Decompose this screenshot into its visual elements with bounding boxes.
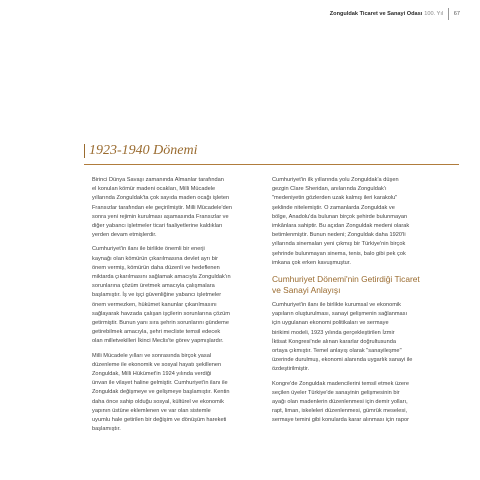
header-divider [448,8,449,20]
text-line: İktisat Kongresi'nde alınan kararlar doğrultusunda [272,338,396,345]
text-line: sermaye temini gibi konularda karar alınması için rapor [272,417,409,424]
text-line: yapıların oluşturulması, sanayi gelişmenin sağlanması [272,311,408,318]
text-line: ayağı olan madenlerin düzenlenmesi için demir yolları, [272,399,408,406]
text-line: Milli Mücadele yılları ve sonrasında birçok yasal [92,352,212,359]
text-line: getirebilmek amacıyla, şehri mecliste temsil edecek [92,329,221,336]
text-line: Cumhuriyet'in ilk yıllarında yolu Zonguldak'a düşen [272,177,399,183]
paragraph [272,301,432,375]
text-line: şehrinde bulunmayan sinema, tenis, balo gibi pek çok [272,250,406,257]
right-column [272,176,432,431]
paragraph [272,176,432,268]
text-line: Cumhuriyet'in ilanı ile birlikte kurumsal ve ekonomik [272,302,401,309]
header-years: 100. Yıl [424,11,444,17]
text-line: önem vermiş, kömürün daha düzenli ve hedeflenen [92,264,220,271]
text-line: getirmiştir. Bunun yanı sıra şehrin sorunlarını gündeme [92,320,229,327]
text-line: "medeniyetin gözlerden uzak kalmış ileri karakolu" [272,195,398,202]
text-line: yıllarında sinemaları yeni çıkmış bir Türkiye'nin birçok [272,241,406,248]
text-line: imkânlara sahiptir. Bu açıdan Zonguldak medeni olarak [272,223,410,230]
text-line: için uygulanan ekonomi politikaları ve sermaye [272,320,389,327]
text-line: daha önce sahip olduğu sosyal, kültürel ve ekonomik [92,398,224,405]
text-line: Zonguldak değişmeye ve gelişmeye başlamıştır. Kentin [92,389,230,396]
text-line: Cumhuriyet'in ilanı ile birlikte önemli bir enerji [92,246,205,253]
text-line: ortaya çıkmıştır. Temel anlayış olarak "sanayileşme" [272,348,402,355]
text-line: imkana çok erken kavuşmuştur. [272,259,351,266]
text-line: olan milletvekilleri İkinci Meclis'te görev yapmışlardır. [92,338,224,345]
page-number: 67 [453,11,460,17]
text-line: rapt, liman, iskeleleri düzenlenmesi, gümrük meselesi, [272,408,408,415]
section-title: 1923-1940 Dönemi [89,143,198,158]
text-line: Birinci Dünya Savaşı zamanında Almanlar tarafından [92,177,224,183]
text-line: başlamıştır. [92,426,121,433]
text-line: şeklinde nitelemiştir. O zamanlarda Zonguldak ve [272,204,395,211]
text-line: yapının üstüne eklemlenen ve var olan sistemle [92,407,211,414]
text-line: sağlayarak havzada çalışan işçilerin sorunlarına çözüm [92,310,230,317]
header-organization: Zonguldak Ticaret ve Sanayi Odası [329,11,423,17]
section-heading [84,143,198,159]
text-line: sorunlarına çözüm üretmek amacıyla çalışmalara [92,283,215,290]
text-line: ünvan ile vilayet haline gelmiştir. Cumhuriyet'in ilanı ile [92,380,228,387]
subheading-line: Cumhuriyet Dönemi'nin Getirdiği Ticaret [272,274,420,285]
running-header [330,8,460,20]
text-line: uyumlu hale getirilen bir değişim ve dönüşüm hareketi [92,417,227,424]
text-line: miktarda çıkarılmasını sağlamak amacıyla Zonguldak'ın [92,274,231,281]
section-divider [84,164,459,165]
left-column [92,176,244,439]
text-line: önem vermezken, hükümet kanunlar çıkarılmasını [92,301,217,308]
text-line: üzerinde durulmuş, ekonomi alanında uygarlık sanayi ile [272,357,413,364]
text-line: yerden devam etmişlerdir. [92,232,157,239]
text-line: Zonguldak, Milli Hükümet'in 1924 yılında verdiği [92,371,212,378]
text-line: kaynağı olan kömürün çıkarılmasına devlet ayrı bir [92,255,218,262]
text-line: başlamıştır. İş ve işçi güvenliğine yabancı işletmeler [92,292,222,299]
text-line: düzenleme ile ekonomik ve sosyal hayatı şekillenen [92,361,222,368]
text-line: bölge, Anadolu'da bulunan birçok şehirde bulunmayan [272,213,408,220]
text-line: gezgin Clare Sheridan, anılarında Zonguldak'ı [272,186,387,193]
text-line: özdeştirilmiştir. [272,366,310,373]
subheading-line: ve Sanayi Anlayışı [272,284,341,295]
text-line: sonra yeni rejimin kurulması aşamasında Fransızlar ve [92,213,229,220]
paragraph [92,176,244,240]
text-line: diğer yabancı işletmeler ticari faaliyetlerine kaldıkları [92,223,223,230]
paragraph [92,352,244,435]
paragraph [272,380,432,426]
text-line: Kongre'de Zonguldak madencilerini temsil etmek üzere [272,380,410,387]
subsection-heading [272,274,432,295]
text-line: Fransızlar tarafından ele geçirilmiştir. Milli Mücadele'den [92,204,232,211]
text-line: seçilen üyeler Türkiye'de sanayinin gelişmesinin bir [272,389,400,396]
section-accent-bar [84,144,85,158]
text-line: yıllarında Zonguldak'ta çok sayıda maden ocağı işleten [92,195,230,202]
text-line: betimlenmiştir. Bunun nedeni; Zonguldak daha 1920'li [272,232,406,239]
text-line: birikimi modeli, 1923 yılında gerçekleştirilen İzmir [272,329,395,336]
text-line: el konulan kömür madeni ocakları, Milli Mücadele [92,186,216,193]
paragraph [92,245,244,346]
